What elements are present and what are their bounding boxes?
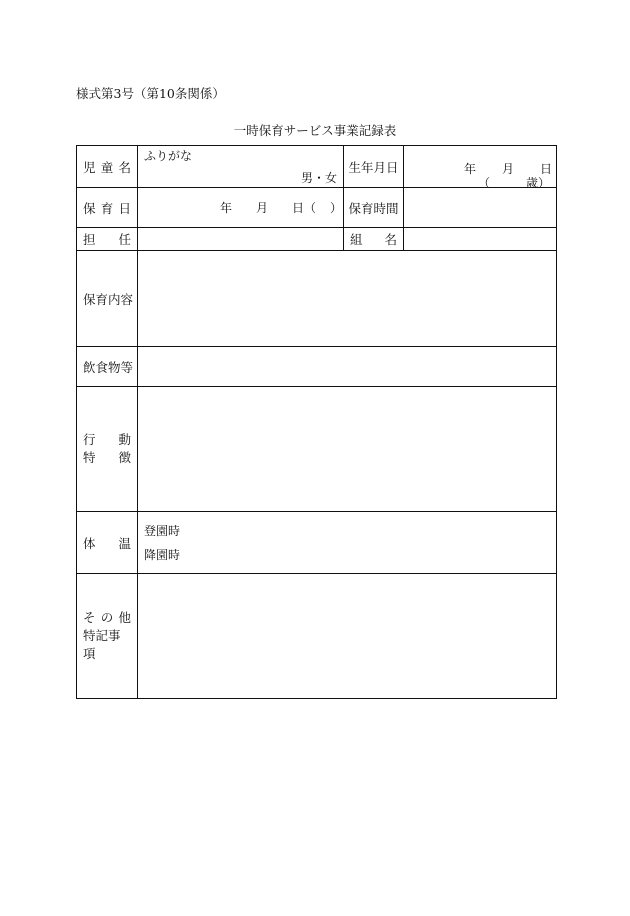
child-name-field[interactable] bbox=[138, 146, 344, 188]
care-content-field[interactable] bbox=[138, 251, 557, 347]
form-number-label: 様式第3号（第10条関係） bbox=[76, 86, 225, 101]
care-content-label: 保育内容 bbox=[77, 251, 138, 347]
row-care-content bbox=[77, 251, 557, 347]
record-table bbox=[76, 145, 557, 699]
staff-field[interactable] bbox=[138, 228, 344, 251]
row-temperature bbox=[77, 512, 557, 574]
class-field[interactable] bbox=[404, 228, 557, 251]
row-behavior bbox=[77, 387, 557, 512]
row-food bbox=[77, 347, 557, 387]
other-notes-label: そ の 他 特記事項 bbox=[77, 574, 138, 699]
staff-label: 担 任 bbox=[77, 228, 138, 251]
furigana-label: ふりがな bbox=[144, 149, 193, 163]
gender-choice[interactable]: 男・女 bbox=[300, 171, 337, 185]
child-name-label: 児 童 名 bbox=[77, 146, 138, 188]
row-other-notes bbox=[77, 574, 557, 699]
departure-temperature-label: 降園時 bbox=[144, 547, 181, 562]
row-staff bbox=[77, 228, 557, 251]
age-field[interactable]: （ 歳） bbox=[477, 176, 550, 190]
care-time-label: 保育時間 bbox=[344, 188, 404, 228]
care-date-field[interactable]: 年 月 日（ ） bbox=[138, 188, 344, 228]
arrival-temperature-label: 登園時 bbox=[144, 523, 181, 538]
temperature-label: 体 温 bbox=[77, 512, 138, 574]
other-notes-field[interactable] bbox=[138, 574, 557, 699]
birthdate-field[interactable]: 年 月 日 （ 歳） bbox=[404, 146, 557, 188]
behavior-label: 行 動 特 徴 bbox=[77, 387, 138, 512]
food-field[interactable] bbox=[138, 347, 557, 387]
document-title: 一時保育サービス事業記録表 bbox=[233, 123, 397, 138]
behavior-field[interactable] bbox=[138, 387, 557, 512]
temperature-field[interactable] bbox=[138, 512, 557, 574]
row-child-name bbox=[77, 146, 557, 188]
care-date-label: 保 育 日 bbox=[77, 188, 138, 228]
food-label: 飲食物等 bbox=[77, 347, 138, 387]
birthdate-label: 生年月日 bbox=[344, 146, 404, 188]
row-care-date bbox=[77, 188, 557, 228]
care-time-field[interactable] bbox=[404, 188, 557, 228]
class-label: 組 名 bbox=[344, 228, 404, 251]
